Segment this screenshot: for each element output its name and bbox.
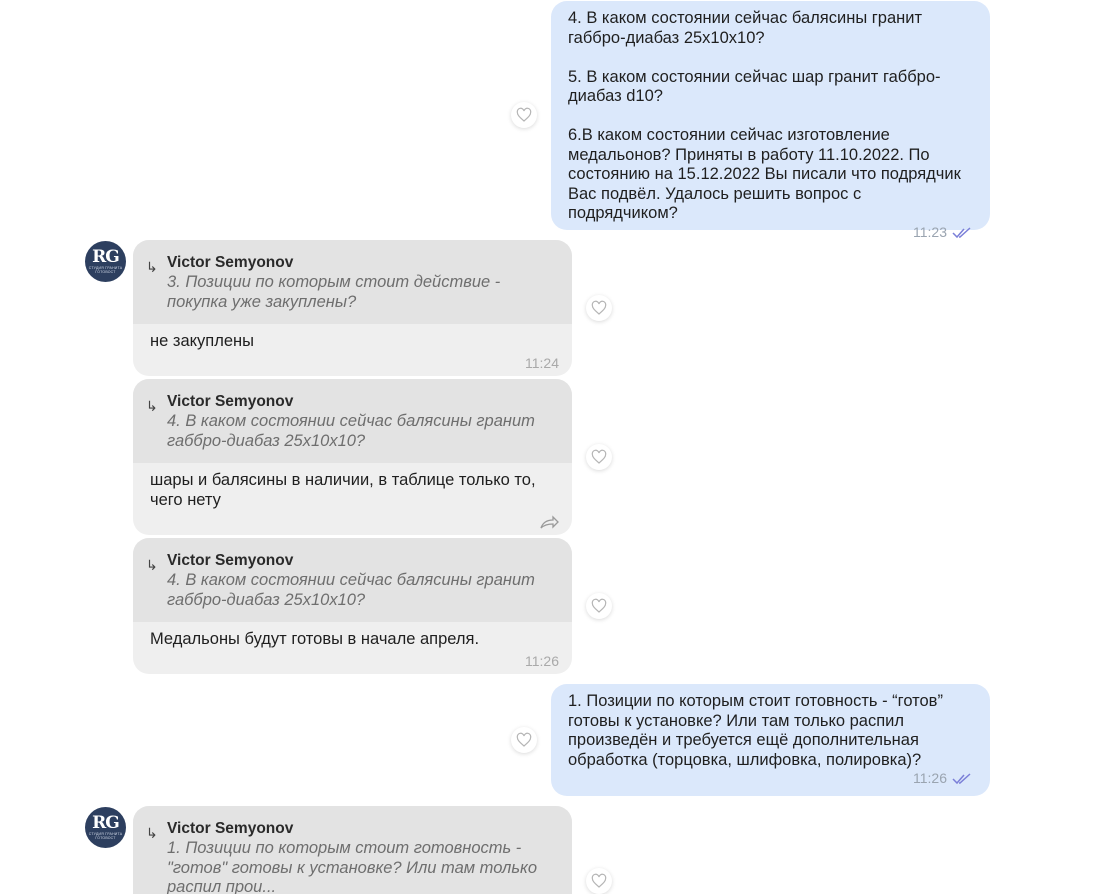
- outgoing-message[interactable]: [551, 1, 990, 240]
- heart-icon: [516, 107, 532, 123]
- reply-quote[interactable]: [133, 379, 572, 463]
- like-button[interactable]: [586, 593, 612, 619]
- like-button[interactable]: [511, 102, 537, 128]
- like-button[interactable]: [586, 868, 612, 894]
- avatar-subtitle: СТУДИЯ ГРАНИТА ГОТОВОСТ: [88, 832, 123, 840]
- message-text: шары и балясины в наличии, в таблице только то, чего нету: [150, 471, 536, 509]
- avatar-subtitle: СТУДИЯ ГРАНИТА ГОТОВОСТ: [88, 266, 123, 274]
- heart-icon: [516, 732, 532, 748]
- quote-author: Victor Semyonov: [167, 254, 294, 271]
- quote-author: Victor Semyonov: [167, 552, 294, 569]
- message-text: не закуплены: [150, 332, 254, 350]
- outgoing-message[interactable]: [551, 684, 990, 796]
- reply-arrow-icon: ↳: [146, 825, 158, 841]
- heart-icon: [591, 300, 607, 316]
- quote-text: 3. Позиции по которым стоит действие - покупка уже закуплены?: [167, 273, 501, 311]
- reply-quote[interactable]: [133, 538, 572, 622]
- avatar[interactable]: [85, 807, 126, 848]
- message-text: Медальоны будут готовы в начале апреля.: [150, 630, 480, 648]
- message-text: 1. Позиции по которым стоит готовность - “готов” готовы к установке? Или там только распил произведён и требуется ещё дополнительная обработка (торцовка, шлифовка, полировка)?: [568, 692, 943, 769]
- message-text: 5. В каком состоянии сейчас шар гранит габбро-диабаз d10?: [568, 67, 941, 105]
- heart-icon: [591, 598, 607, 614]
- message-meta: [568, 224, 972, 242]
- message-meta: [568, 770, 972, 788]
- quote-text: 4. В каком состоянии сейчас балясины гранит габбро-диабаз 25x10x10?: [167, 571, 535, 609]
- reply-arrow-icon: ↳: [146, 259, 158, 275]
- message-time: 11:26: [525, 652, 559, 669]
- reply-quote[interactable]: [133, 240, 572, 324]
- quote-text: 1. Позиции по которым стоит готовность - "готов" готовы к установке? Или там только распил прои...: [167, 839, 538, 894]
- quote-text: 4. В каком состоянии сейчас балясины гранит габбро-диабаз 25x10x10?: [167, 412, 535, 450]
- incoming-message[interactable]: [133, 379, 572, 535]
- reply-quote[interactable]: [133, 806, 572, 894]
- double-check-icon: [952, 227, 972, 239]
- quote-author: Victor Semyonov: [167, 393, 294, 410]
- double-check-icon: [952, 773, 972, 785]
- reply-arrow-icon: ↳: [146, 557, 158, 573]
- incoming-message[interactable]: [133, 240, 572, 376]
- avatar-logo: RG: [92, 247, 119, 267]
- reply-arrow-icon: ↳: [146, 398, 158, 414]
- message-time: 11:23: [913, 223, 947, 240]
- forward-icon[interactable]: [539, 515, 559, 531]
- heart-icon: [591, 873, 607, 889]
- like-button[interactable]: [586, 444, 612, 470]
- avatar[interactable]: [85, 241, 126, 282]
- heart-icon: [591, 449, 607, 465]
- like-button[interactable]: [586, 295, 612, 321]
- message-time: 11:26: [913, 770, 947, 787]
- quote-author: Victor Semyonov: [167, 820, 294, 837]
- message-text: 6.В каком состоянии сейчас изготовление медальонов? Приняты в работу 11.10.2022. По состоянию на 15.12.2022 Вы писали что подрядчик Вас подвёл. Удалось решить вопрос с подрядчиком?: [568, 126, 961, 222]
- message-text: 4. В каком состоянии сейчас балясины гранит габбро-диабаз 25x10x10?: [568, 9, 923, 47]
- incoming-message[interactable]: [133, 806, 572, 894]
- like-button[interactable]: [511, 727, 537, 753]
- incoming-message[interactable]: [133, 538, 572, 674]
- avatar-logo: RG: [92, 813, 119, 833]
- message-time: 11:24: [525, 354, 559, 371]
